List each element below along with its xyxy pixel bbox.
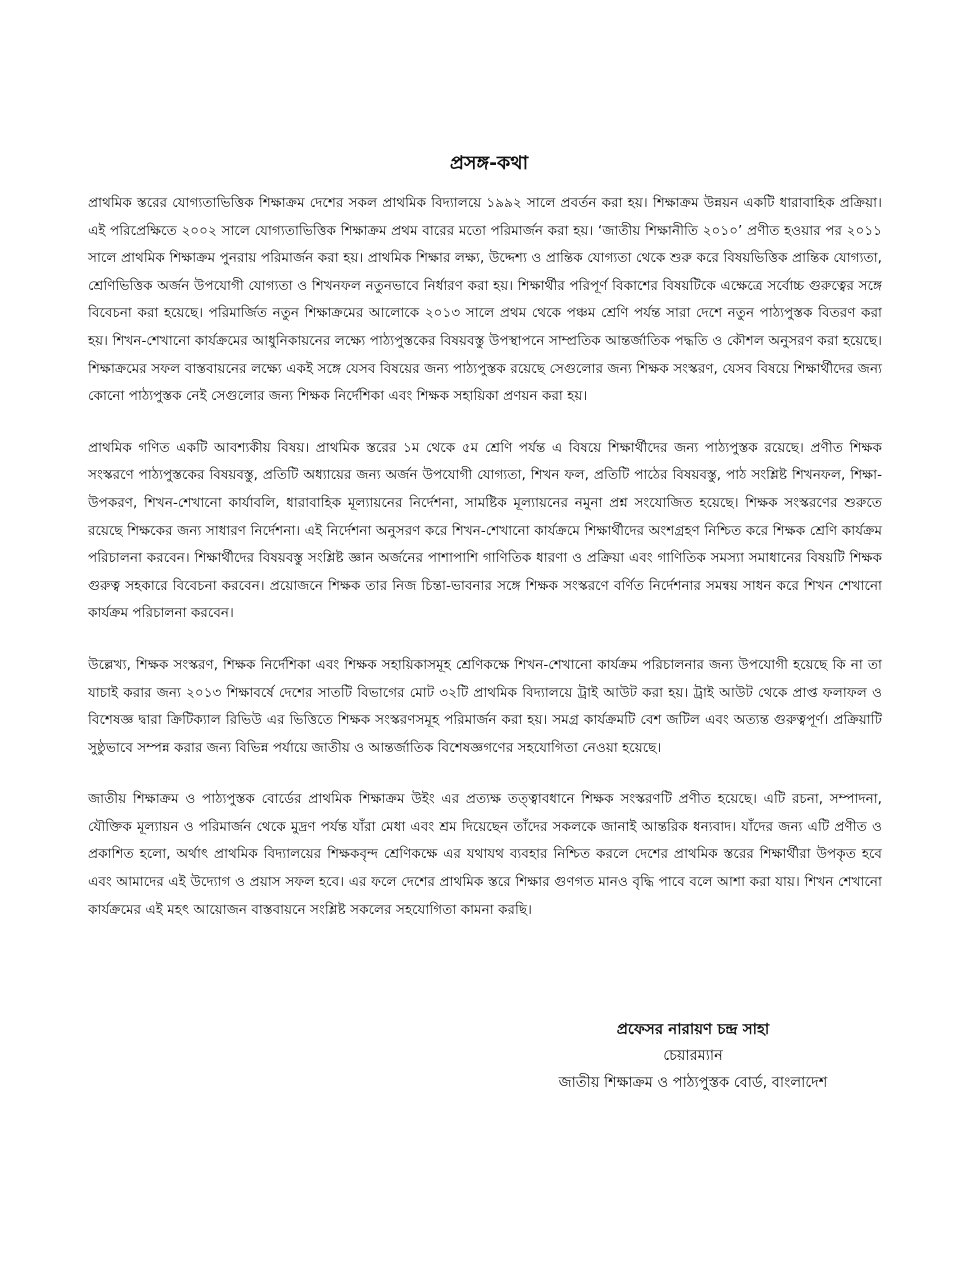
signatory-designation: চেয়ারম্যান [663, 1048, 723, 1064]
signature-block [528, 1016, 858, 1097]
paragraph-1: প্রাথমিক স্তরের যোগ্যতাভিত্তিক শিক্ষাক্রম দেশের সকল প্রাথমিক বিদ্যালয়ে ১৯৯২ সালে প্রবর্তন করা হয়। শিক্ষাক্রম উন্নয়ন একটি ধারাবাহিক প্রক্রিয়া। এই পরিপ্রেক্ষিতে ২০০২ সালে যোগ্যতাভিত্তিক শিক্ষাক্রম প্রথম বারের মতো পরিমার্জন করা হয়। ‘জাতীয় শিক্ষানীতি ২০১০’ প্রণীত হওয়ার পর ২০১১ সালে প্রাথমিক শিক্ষাক্রম পুনরায় পরিমার্জন করা হয়। প্রাথমিক শিক্ষার লক্ষ্য, উদ্দেশ্য ও প্রান্তিক যোগ্যতা থেকে শুরু করে বিষয়ভিত্তিক প্রান্তিক যোগ্যতা, শ্রেণিভিত্তিক অর্জন উপযোগী যোগ্যতা ও শিখনফল নতুনভাবে নির্ধারণ করা হয়। শিক্ষার্থীর পরিপূর্ণ বিকাশের বিষয়টিকে এক্ষেত্রে সর্বোচ্চ গুরুত্বের সঙ্গে বিবেচনা করা হয়েছে। পরিমার্জিত নতুন শিক্ষাক্রমের আলোকে ২০১৩ সালে প্রথম থেকে পঞ্চম শ্রেণি পর্যন্ত সারা দেশে নতুন পাঠ্যপুস্তক বিতরণ করা হয়। শিখন-শেখানো কার্যক্রমের আধুনিকায়নের লক্ষ্যে পাঠ্যপুস্তকের বিষয়বস্তু উপস্থাপনে সাম্প্রতিক আন্তর্জাতিক পদ্ধতি ও কৌশল অনুসরণ করা হয়েছে। শিক্ষাক্রমের সফল বাস্তবায়নের লক্ষ্যে একই সঙ্গে যেসব বিষয়ের জন্য পাঠ্যপুস্তক রয়েছে সেগুলোর জন্য শিক্ষক সংস্করণ, যেসব বিষয়ে শিক্ষার্থীদের জন্য কোনো পাঠ্যপুস্তক নেই সেগুলোর জন্য শিক্ষক নির্দেশিকা এবং শিক্ষক সহায়িকা প্রণয়ন করা হয়। [88, 195, 882, 405]
paragraph-2: প্রাথমিক গণিত একটি আবশ্যকীয় বিষয়। প্রাথমিক স্তরের ১ম থেকে ৫ম শ্রেণি পর্যন্ত এ বিষয়ে শিক্ষার্থীদের জন্য পাঠ্যপুস্তক রয়েছে। প্রণীত শিক্ষক সংস্করণে পাঠ্যপুস্তকের বিষয়বস্তু, প্রতিটি অধ্যায়ের জন্য অর্জন উপযোগী যোগ্যতা, শিখন ফল, প্রতিটি পাঠের বিষয়বস্তু, পাঠ সংশ্লিষ্ট শিখনফল, শিক্ষা-উপকরণ, শিখন-শেখানো কার্যাবলি, ধারাবাহিক মূল্যায়নের নির্দেশনা, সামষ্টিক মূল্যায়নের নমুনা প্রশ্ন সংযোজিত হয়েছে। শিক্ষক সংস্করণের শুরুতে রয়েছে শিক্ষকের জন্য সাধারণ নির্দেশনা। এই নির্দেশনা অনুসরণ করে শিখন-শেখানো কার্যক্রমে শিক্ষার্থীদের অংশগ্রহণ নিশ্চিত করে শিক্ষক শ্রেণি কার্যক্রম পরিচালনা করবেন। শিক্ষার্থীদের বিষয়বস্তু সংশ্লিষ্ট জ্ঞান অর্জনের পাশাপাশি গাণিতিক ধারণা ও প্রক্রিয়া এবং গাণিতিক সমস্যা সমাধানের বিষয়টি শিক্ষক গুরুত্ব সহকারে বিবেচনা করবেন। প্রয়োজনে শিক্ষক তার নিজ চিন্তা-ভাবনার সঙ্গে শিক্ষক সংস্করণে বর্ণিত নির্দেশনার সমন্বয় সাধন করে শিখন শেখানো কার্যক্রম পরিচালনা করবেন। [88, 439, 882, 622]
signatory-organization: জাতীয় শিক্ষাক্রম ও পাঠ্যপুস্তক বোর্ড, বাংলাদেশ [558, 1075, 828, 1091]
paragraph-3: উল্লেখ্য, শিক্ষক সংস্করণ, শিক্ষক নির্দেশিকা এবং শিক্ষক সহায়িকাসমূহ শ্রেণিকক্ষে শিখন-শেখানো কার্যক্রম পরিচালনার জন্য উপযোগী হয়েছে কি না তা যাচাই করার জন্য ২০১৩ শিক্ষাবর্ষে দেশের সাতটি বিভাগের মোট ৩২টি প্রাথমিক বিদ্যালয়ে ট্রাই আউট করা হয়। ট্রাই আউট থেকে প্রাপ্ত ফলাফল ও বিশেষজ্ঞ দ্বারা ক্রিটিক্যাল রিভিউ এর ভিত্তিতে শিক্ষক সংস্করণসমূহ পরিমার্জন করা হয়। সমগ্র কার্যক্রমটি বেশ জটিল এবং অত্যন্ত গুরুত্বপূর্ণ। প্রক্রিয়াটি সুষ্ঠুভাবে সম্পন্ন করার জন্য বিভিন্ন পর্যায়ে জাতীয় ও আন্তর্জাতিক বিশেষজ্ঞগণের সহযোগিতা নেওয়া হয়েছে। [88, 656, 882, 756]
paragraph-4: জাতীয় শিক্ষাক্রম ও পাঠ্যপুস্তক বোর্ডের প্রাথমিক শিক্ষাক্রম উইং এর প্রত্যক্ষ তত্ত্বাবধানে শিক্ষক সংস্করণটি প্রণীত হয়েছে। এটি রচনা, সম্পাদনা, যৌক্তিক মূল্যায়ন ও পরিমার্জন থেকে মুদ্রণ পর্যন্ত যাঁরা মেধা এবং শ্রম দিয়েছেন তাঁদের সকলকে জানাই আন্তরিক ধন্যবাদ। যাঁদের জন্য এটি প্রণীত ও প্রকাশিত হলো, অর্থাৎ প্রাথমিক বিদ্যালয়ের শিক্ষকবৃন্দ শ্রেণিকক্ষে এর যথাযথ ব্যবহার নিশ্চিত করলে দেশের প্রাথমিক স্তরের শিক্ষার্থীরা উপকৃত হবে এবং আমাদের এই উদ্যোগ ও প্রয়াস সফল হবে। এর ফলে দেশের প্রাথমিক স্তরে শিক্ষার গুণগত মানও বৃদ্ধি পাবে বলে আশা করা যায়। শিখন শেখানো কার্যক্রমের এই মহৎ আয়োজন বাস্তবায়নে সংশ্লিষ্ট সকলের সহযোগিতা কামনা করছি। [88, 791, 882, 918]
signatory-name: প্রফেসর নারায়ণ চন্দ্র সাহা [616, 1020, 770, 1038]
document-body [88, 190, 882, 948]
page-title: প্রসঙ্গ-কথা [449, 152, 529, 174]
